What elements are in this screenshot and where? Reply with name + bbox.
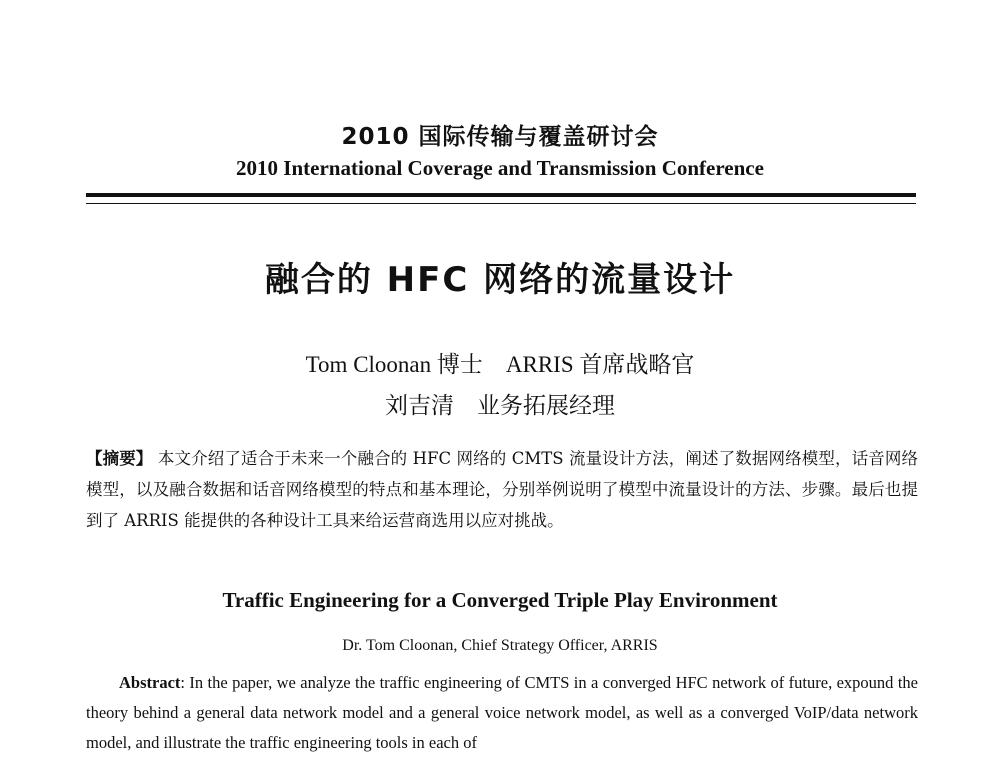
conference-title-en: 2010 International Coverage and Transmission Conference — [236, 156, 764, 180]
abstract-cn-text: 本文介绍了适合于未来一个融合的 HFC 网络的 CMTS 流量设计方法，阐述了数据网络模型，话音网络模型，以及融合数据和话音网络模型的特点和基本理论，分别举例说明了模型中流量设计的方法、步骤。最后也提到了 ARRIS 能提供的各种设计工具来给运营商选用以应对挑战。 — [86, 449, 919, 530]
paper-title-cn: 融合的 HFC 网络的流量设计 — [264, 260, 736, 300]
author-en: Dr. Tom Cloonan, Chief Strategy Officer, ARRIS — [342, 637, 658, 654]
header-rule-thin — [86, 203, 916, 204]
conference-title-cn: 2010 国际传输与覆盖研讨会 — [341, 124, 659, 150]
abstract-cn — [86, 443, 918, 536]
author-line-2: 刘吉清 业务拓展经理 — [385, 393, 615, 418]
abstract-en-label: Abstract — [119, 673, 181, 692]
abstract-cn-label: 【摘要】 — [86, 449, 153, 468]
author-line-1: Tom Cloonan 博士 ARRIS 首席战略官 — [305, 352, 695, 377]
paper-title-en: Traffic Engineering for a Converged Triple Play Environment — [222, 588, 778, 612]
abstract-en-text: : In the paper, we analyze the traffic engineering of CMTS in a converged HFC network of future, expound the theory behind a general data network model and a general voice network model, as well as a converged VoIP/data network model, and illustrate the traffic engineering tools in each of — [86, 673, 918, 752]
header-rule-thick — [86, 193, 916, 197]
abstract-en — [86, 668, 918, 758]
